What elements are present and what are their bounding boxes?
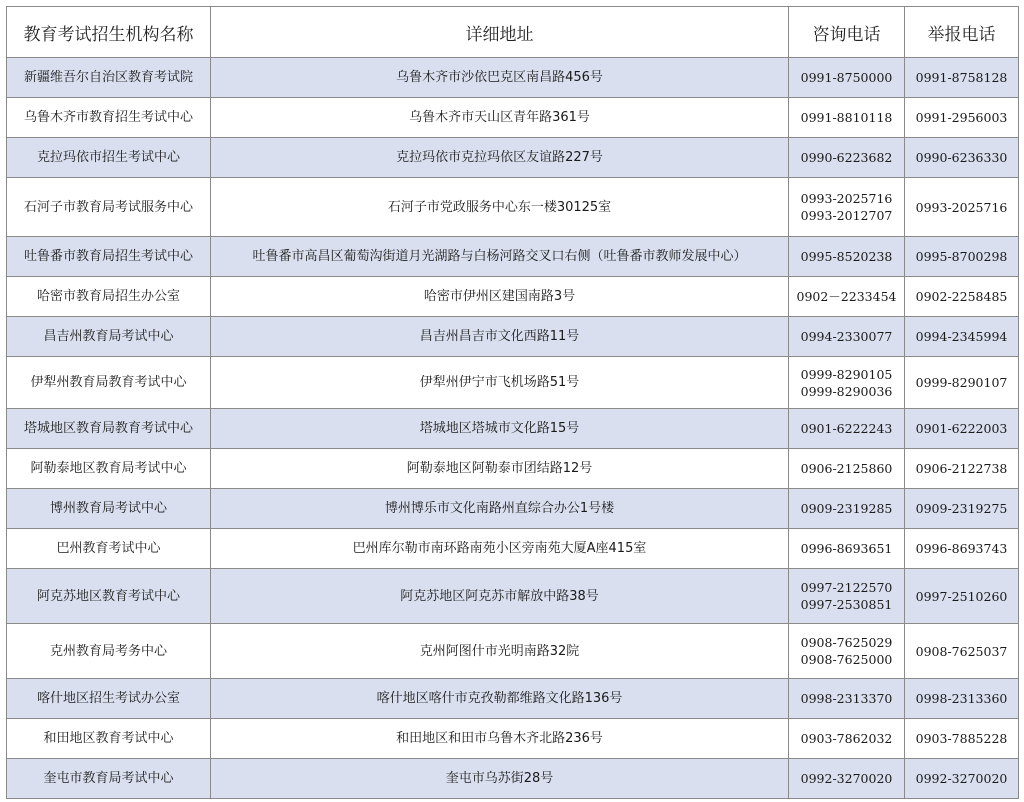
report-phone-cell: 0990-6236330 [905,138,1019,178]
consult-phone: 0906-2125860 [800,461,893,476]
table-row [7,237,1019,277]
org-name-cell: 喀什地区招生考试办公室 [7,679,211,719]
header-consult-phone: 咨询电话 [789,7,905,58]
consult-phone: 0991-8810118 [800,110,893,125]
consult-phone-cell [789,277,905,317]
consult-phone-cell [789,138,905,178]
org-name-cell: 石河子市教育局考试服务中心 [7,178,211,237]
table-row [7,58,1019,98]
org-name-cell: 阿克苏地区教育考试中心 [7,569,211,624]
report-phone-cell: 0992-3270020 [905,759,1019,799]
consult-phone-cell [789,569,905,624]
consult-phone: 0996-8693651 [800,541,893,556]
table-row [7,679,1019,719]
consult-phone: 0908-7625000 [800,652,893,667]
table-row [7,277,1019,317]
address-cell: 阿克苏地区阿克苏市解放中路38号 [211,569,789,624]
header-row [7,7,1019,58]
address-cell: 乌鲁木齐市天山区青年路361号 [211,98,789,138]
report-phone-cell: 0999-8290107 [905,357,1019,409]
consult-phone: 0994-2330077 [800,329,893,344]
table-row [7,624,1019,679]
consult-phone-cell [789,624,905,679]
table-header [7,7,1019,58]
header-address: 详细地址 [211,7,789,58]
consult-phone: 0997-2122570 [800,580,893,595]
consult-phone-cell [789,58,905,98]
org-name-cell: 克拉玛依市招生考试中心 [7,138,211,178]
org-name-cell: 巴州教育考试中心 [7,529,211,569]
consult-phone: 0908-7625029 [800,635,893,650]
table-container [6,6,1019,799]
consult-phone: 0901-6222243 [800,421,893,436]
report-phone-cell: 0998-2313360 [905,679,1019,719]
table-row [7,759,1019,799]
address-cell: 石河子市党政服务中心东一楼30125室 [211,178,789,237]
org-name-cell: 伊犁州教育局教育考试中心 [7,357,211,409]
org-name-cell: 奎屯市教育局考试中心 [7,759,211,799]
report-phone-cell: 0996-8693743 [905,529,1019,569]
org-name-cell: 和田地区教育考试中心 [7,719,211,759]
consult-phone: 0995-8520238 [800,249,893,264]
report-phone-cell: 0903-7885228 [905,719,1019,759]
address-cell: 克州阿图什市光明南路32院 [211,624,789,679]
address-cell: 乌鲁木齐市沙依巴克区南昌路456号 [211,58,789,98]
address-cell: 昌吉州昌吉市文化西路11号 [211,317,789,357]
consult-phone: 0991-8750000 [800,70,893,85]
org-name-cell: 乌鲁木齐市教育招生考试中心 [7,98,211,138]
report-phone-cell: 0902-2258485 [905,277,1019,317]
org-name-cell: 阿勒泰地区教育局考试中心 [7,449,211,489]
consult-phone-cell [789,759,905,799]
consult-phone-cell [789,98,905,138]
report-phone-cell: 0991-2956003 [905,98,1019,138]
consult-phone-cell [789,679,905,719]
org-name-cell: 塔城地区教育局教育考试中心 [7,409,211,449]
consult-phone-cell [789,237,905,277]
consult-phone-cell [789,719,905,759]
consult-phone: 0903-7862032 [800,731,893,746]
consult-phone-cell [789,357,905,409]
contact-table [6,6,1019,799]
org-name-cell: 吐鲁番市教育局招生考试中心 [7,237,211,277]
address-cell: 和田地区和田市乌鲁木齐北路236号 [211,719,789,759]
table-row [7,489,1019,529]
report-phone-cell: 0908-7625037 [905,624,1019,679]
consult-phone: 0998-2313370 [800,691,893,706]
report-phone-cell: 0901-6222003 [905,409,1019,449]
report-phone-cell: 0991-8758128 [905,58,1019,98]
consult-phone: 0902－2233454 [796,289,897,304]
consult-phone-cell [789,529,905,569]
consult-phone-cell [789,409,905,449]
org-name-cell: 克州教育局考务中心 [7,624,211,679]
table-row [7,98,1019,138]
consult-phone: 0999-8290036 [800,383,893,399]
consult-phone-cell [789,178,905,237]
consult-phone: 0993-2012707 [800,208,893,223]
address-cell: 吐鲁番市高昌区葡萄沟街道月光湖路与白杨河路交叉口右侧（吐鲁番市教师发展中心） [211,237,789,277]
consult-phone: 0990-6223682 [800,150,893,165]
org-name-cell: 新疆维吾尔自治区教育考试院 [7,58,211,98]
report-phone-cell: 0994-2345994 [905,317,1019,357]
consult-phone-cell [789,489,905,529]
address-cell: 哈密市伊州区建国南路3号 [211,277,789,317]
consult-phone: 0992-3270020 [800,771,893,786]
consult-phone-cell [789,449,905,489]
address-cell: 奎屯市乌苏街28号 [211,759,789,799]
table-row [7,317,1019,357]
consult-phone: 0993-2025716 [800,191,893,206]
address-cell: 巴州库尔勒市南环路南苑小区旁南苑大厦A座415室 [211,529,789,569]
table-row [7,409,1019,449]
table-row [7,719,1019,759]
report-phone-cell: 0906-2122738 [905,449,1019,489]
table-row [7,357,1019,409]
report-phone-cell: 0993-2025716 [905,178,1019,237]
header-name: 教育考试招生机构名称 [7,7,211,58]
table-row [7,138,1019,178]
consult-phone: 0999-8290105 [800,366,893,382]
org-name-cell: 哈密市教育局招生办公室 [7,277,211,317]
address-cell: 阿勒泰地区阿勒泰市团结路12号 [211,449,789,489]
table-body [7,58,1019,799]
consult-phone: 0909-2319285 [800,501,893,516]
table-row [7,569,1019,624]
header-report-phone: 举报电话 [905,7,1019,58]
table-row [7,178,1019,237]
org-name-cell: 昌吉州教育局考试中心 [7,317,211,357]
consult-phone: 0997-2530851 [800,597,893,612]
address-cell: 伊犁州伊宁市飞机场路51号 [211,357,789,409]
address-cell: 塔城地区塔城市文化路15号 [211,409,789,449]
org-name-cell: 博州教育局考试中心 [7,489,211,529]
address-cell: 克拉玛依市克拉玛依区友谊路227号 [211,138,789,178]
report-phone-cell: 0995-8700298 [905,237,1019,277]
report-phone-cell: 0997-2510260 [905,569,1019,624]
address-cell: 喀什地区喀什市克孜勒都维路文化路136号 [211,679,789,719]
consult-phone-cell [789,317,905,357]
table-row [7,529,1019,569]
report-phone-cell: 0909-2319275 [905,489,1019,529]
table-row [7,449,1019,489]
address-cell: 博州博乐市文化南路州直综合办公1号楼 [211,489,789,529]
